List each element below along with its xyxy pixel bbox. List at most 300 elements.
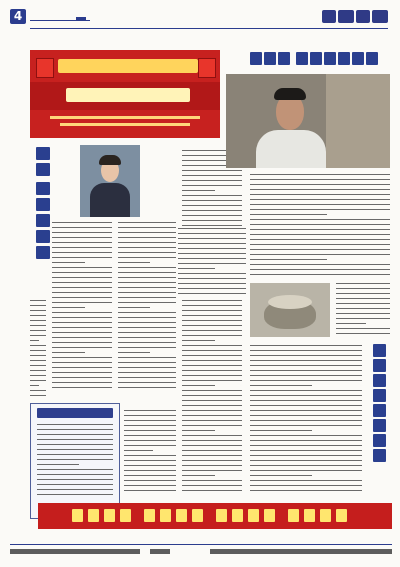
text-line [250,370,362,371]
text-line [250,360,362,361]
right-article-body-col [336,283,390,337]
text-line [118,327,176,328]
text-line [118,332,176,333]
text-line [250,395,362,396]
text-line [30,380,46,381]
headline-glyph [296,52,308,65]
text-line [124,480,176,481]
anniversary-banner [30,50,220,138]
text-line [336,298,390,299]
text-line [250,184,390,185]
text-line [124,410,176,411]
headline-glyph [338,52,350,65]
text-line [182,385,215,386]
section-label [30,20,90,21]
text-line [336,313,390,314]
text-line [52,317,112,318]
text-line [30,355,46,356]
headline-glyph [250,52,262,65]
text-line [250,415,362,416]
text-line [182,460,242,461]
notice-box-title [37,408,113,418]
slogan-glyph [232,509,243,522]
text-line [182,180,242,181]
text-line [250,254,390,255]
headline-glyph [373,419,386,432]
text-line [182,480,242,481]
text-line [118,277,176,278]
banner-subtitle [60,123,190,126]
text-line [124,455,176,456]
slogan-glyph [176,509,187,522]
text-line [118,237,176,238]
text-line [37,484,113,485]
text-line [118,257,176,258]
text-line [182,190,215,191]
text-line [52,282,112,283]
text-line [182,410,242,411]
text-line [178,268,215,269]
footer-rule [10,544,392,545]
right-article-headline [250,52,390,68]
headline-glyph [310,52,322,65]
headline-glyph [373,374,386,387]
text-line [182,325,242,326]
text-line [250,475,312,476]
text-line [118,267,176,268]
text-line [37,474,113,475]
text-line [336,318,390,319]
text-line [182,330,242,331]
text-line [182,485,242,486]
text-line [52,362,112,363]
text-line [250,435,362,436]
text-line [182,490,242,491]
text-line [124,430,176,431]
text-line [250,174,390,175]
text-line [250,420,362,421]
text-line [250,490,362,491]
text-line [250,465,362,466]
text-line [250,410,362,411]
text-line [30,370,46,371]
text-line [336,283,390,284]
text-line [182,420,242,421]
headline-glyph [36,182,50,195]
left-article-body-col [30,300,46,400]
text-line [52,232,112,233]
text-line [118,287,176,288]
notice-box [30,403,120,519]
text-line [52,262,85,263]
text-line [30,385,39,386]
notice-box-body [37,424,113,496]
text-line [30,330,46,331]
text-line [52,267,112,268]
text-line [250,239,390,240]
slogan-glyph [144,509,155,522]
text-line [124,425,176,426]
text-line [250,485,362,486]
text-line [250,189,390,190]
portrait-photo [80,145,140,217]
slogan-glyph [72,509,83,522]
text-line [37,424,113,425]
text-line [250,264,390,265]
text-line [52,342,112,343]
text-line [124,485,176,486]
header-rule [30,28,388,29]
slogan-banner [38,503,392,529]
slogan-glyph [248,509,259,522]
headline-glyph [36,198,50,211]
slogan-glyph [160,509,171,522]
text-line [178,253,246,254]
text-line [30,375,46,376]
text-line [250,450,362,451]
text-line [52,242,112,243]
text-line [124,420,176,421]
text-line [52,307,85,308]
text-line [124,440,176,441]
text-line [182,345,242,346]
text-line [336,333,390,334]
text-line [250,440,362,441]
text-line [178,258,246,259]
text-line [30,350,46,351]
text-line [37,494,113,495]
text-line [178,283,246,284]
text-line [250,244,390,245]
text-line [250,345,362,346]
masthead-glyph [322,10,336,23]
masthead-logo [322,8,392,28]
headline-glyph [373,449,386,462]
headline-glyph [352,52,364,65]
page-number: 4 [10,9,26,24]
text-line [182,200,242,201]
footer-text [10,549,140,554]
left-article-body-col [118,222,176,392]
text-line [30,305,46,306]
text-line [52,377,112,378]
text-line [37,479,113,480]
text-line [52,227,112,228]
text-line [37,469,113,470]
text-line [182,320,242,321]
text-line [250,365,362,366]
text-line [37,439,113,440]
text-line [250,460,362,461]
text-line [250,229,390,230]
right-article-vertical-headline [367,344,393,469]
text-line [178,238,246,239]
text-line [182,305,242,306]
text-line [182,310,242,311]
text-line [182,380,242,381]
text-line [250,274,390,275]
text-line [118,382,176,383]
text-line [182,365,242,366]
text-line [182,375,242,376]
text-line [250,430,312,431]
text-line [52,337,112,338]
text-line [250,425,362,426]
text-line [250,390,362,391]
text-line [250,385,312,386]
headline-glyph [366,52,378,65]
text-line [118,312,176,313]
text-line [182,470,242,471]
text-line [52,292,112,293]
text-line [52,322,112,323]
text-line [178,293,246,294]
text-line [182,360,242,361]
text-line [182,225,242,226]
text-line [182,355,242,356]
page-footer [10,544,392,558]
text-line [30,320,46,321]
headline-glyph [373,404,386,417]
text-line [124,465,176,466]
text-line [118,262,150,263]
text-line [336,308,390,309]
text-line [178,243,246,244]
headline-glyph [36,147,50,160]
slogan-glyph [264,509,275,522]
slogan-glyph [304,509,315,522]
text-line [52,352,85,353]
text-line [250,209,390,210]
text-line [250,375,362,376]
text-line [250,219,390,220]
text-line [182,210,242,211]
slogan-glyph [88,509,99,522]
text-line [182,390,242,391]
text-line [52,247,112,248]
text-line [178,248,246,249]
text-line [250,269,390,270]
right-article-body-col [182,300,242,495]
text-line [118,247,176,248]
text-line [118,367,176,368]
text-line [250,380,362,381]
text-line [250,194,390,195]
text-line [250,470,362,471]
text-line [37,489,113,490]
text-line [250,204,390,205]
text-line [124,435,176,436]
text-line [37,449,113,450]
text-line [118,282,176,283]
text-line [37,459,113,460]
text-line [336,323,366,324]
text-line [178,273,246,274]
text-line [250,249,390,250]
text-line [250,179,390,180]
text-line [52,327,112,328]
headline-glyph [36,246,50,259]
grain-basket-photo [250,283,330,337]
slogan-glyph [104,509,115,522]
text-line [118,322,176,323]
text-line [182,400,242,401]
text-line [182,475,215,476]
text-line [118,317,176,318]
text-line [118,342,176,343]
text-line [52,257,112,258]
text-line [182,415,242,416]
text-line [250,480,362,481]
text-line [118,337,176,338]
text-line [37,434,113,435]
text-line [52,222,112,223]
masthead-glyph [372,10,388,23]
headline-glyph [373,359,386,372]
page-header [10,8,392,30]
text-line [250,350,362,351]
slogan-glyph [216,509,227,522]
text-line [52,277,112,278]
text-line [124,470,176,471]
text-line [250,199,390,200]
text-line [182,350,242,351]
text-line [118,227,176,228]
text-line [124,460,176,461]
text-line [52,302,112,303]
text-line [52,357,112,358]
slogan-glyph [288,509,299,522]
text-line [182,465,242,466]
text-line [182,215,242,216]
text-line [182,335,242,336]
text-line [182,205,242,206]
slogan-glyph [192,509,203,522]
headline-glyph [36,214,50,227]
footer-text [210,549,392,554]
headline-glyph [373,344,386,357]
text-line [30,300,46,301]
masthead-glyph [338,10,354,23]
text-line [52,372,112,373]
headline-glyph [373,434,386,447]
text-line [250,400,362,401]
text-line [37,444,113,445]
text-line [52,347,112,348]
text-line [52,237,112,238]
text-line [30,335,46,336]
right-article-body-col [250,345,362,495]
text-line [250,405,362,406]
text-line [118,292,176,293]
text-line [178,233,246,234]
text-line [30,360,46,361]
flag-icon [36,58,54,78]
text-line [182,370,242,371]
text-line [30,390,46,391]
text-line [182,435,242,436]
slogan-glyph [320,509,331,522]
text-line [250,355,362,356]
text-line [250,214,327,215]
headline-glyph [36,163,50,176]
text-line [52,367,112,368]
text-line [182,175,242,176]
text-line [250,445,362,446]
text-line [182,300,242,301]
masthead-glyph [356,10,370,23]
text-line [37,454,113,455]
text-line [182,425,242,426]
text-line [52,312,112,313]
text-line [118,377,176,378]
text-line [52,272,112,273]
text-line [30,325,46,326]
text-line [118,357,176,358]
text-line [118,302,176,303]
text-line [30,365,46,366]
text-line [336,303,390,304]
text-line [118,387,176,388]
text-line [182,315,242,316]
text-line [182,170,242,171]
portrait-photo [226,74,390,168]
section-label-mark [76,17,86,20]
text-line [118,252,176,253]
text-line [52,287,112,288]
slogan-glyph [120,509,131,522]
text-line [182,450,242,451]
text-line [182,185,242,186]
text-line [118,297,176,298]
text-line [124,490,176,491]
text-line [37,429,113,430]
left-article-body-col [52,222,112,392]
text-line [118,362,176,363]
text-line [52,297,112,298]
text-line [182,405,242,406]
text-line [37,464,79,465]
flag-icon [198,58,216,78]
banner-subtitle [50,116,200,119]
text-line [118,372,176,373]
text-line [336,328,390,329]
text-line [178,263,246,264]
text-line [30,315,46,316]
banner-title-line-1 [58,59,198,73]
text-line [336,288,390,289]
pull-quote [178,228,246,298]
text-line [182,340,215,341]
text-line [182,195,242,196]
text-line [30,395,46,396]
text-line [336,293,390,294]
footer-text [150,549,170,554]
text-line [182,430,215,431]
text-line [52,382,112,383]
text-line [178,228,246,229]
text-line [118,307,150,308]
right-article-body-col [250,174,390,279]
text-line [118,232,176,233]
headline-glyph [373,389,386,402]
text-line [182,455,242,456]
banner-title-line-2 [66,88,190,102]
text-line [182,440,242,441]
left-article-body-col [124,410,176,496]
headline-glyph [324,52,336,65]
text-line [182,445,242,446]
